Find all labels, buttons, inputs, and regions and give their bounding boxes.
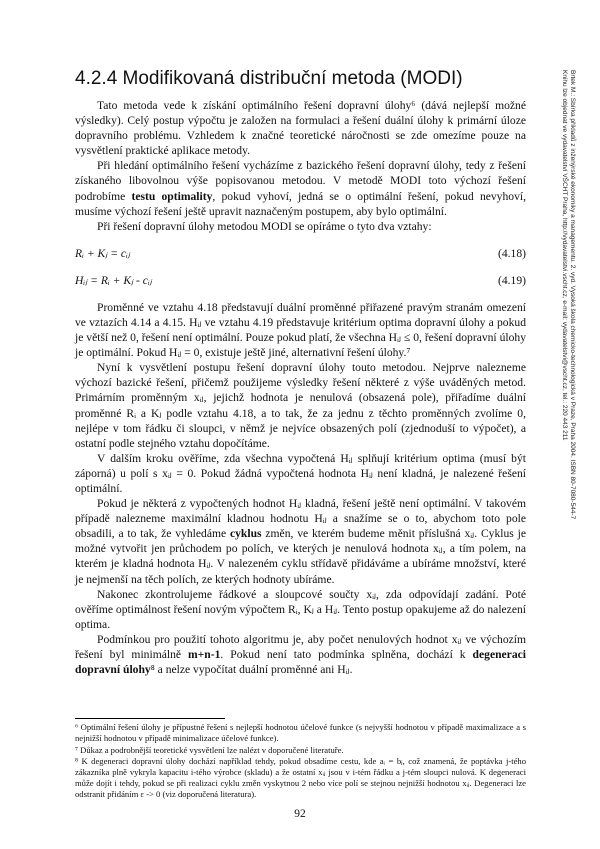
equation-number: (4.19) [497,273,526,287]
paragraph-procedure: Nyní k vysvětlení postupu řešení dopravní úlohy touto metodou. Nejprve nalezneme výchozí bazické řešení, přičemž použijeme výsledky řešení některé z výše uváděných metod. Primárním proměnným xᵢⱼ, jejichž hodnota je nenulová (obsazená pole), přiřadíme duální proměnné Rᵢ a Kⱼ podle vztahu 4.18, a to tak, že za jednu z těchto proměnných zvolíme 0, nejlépe v tom řádku či sloupci, v němž je nejvíce obsazených polí (zjednoduší to výpočet), a ostatní podle stejného vztahu dopočítáme. [75,361,526,450]
body-text [75,98,526,677]
side-citation-note [560,70,576,690]
footnote-6: ⁶ Optimální řešení úlohy je přípustné řešení s nejlepší hodnotou účelové funkce (s nejvyšší hodnotou v případě maximalizace a s nejnižší hodnotou v případě minimalizace účelové funkce). [75,722,526,743]
term-m-n-1: m+n-1 [188,648,221,661]
paragraph-condition: Podmínkou pro použití tohoto algoritmu je, aby počet nenulových hodnot xᵢⱼ ve výchozím řešení byl minimálně m+n-1. Pokud není tato podmínka splněna, dochází k degeneraci dopravní úlohy⁸ a nelze vypočítat duální proměnné ani Hᵢⱼ. [75,632,526,677]
term-degeneration: degeneraci dopravní úlohy [75,648,526,677]
page-number: 92 [294,808,306,820]
equation-4-18 [75,246,526,261]
footnotes [75,722,526,801]
footnote-7: ⁷ Důkaz a podrobnější teoretické vysvětlení lze nalézt v doporučené literatuře. [75,744,344,755]
section-heading: 4.2.4 Modifikovaná distribuční metoda (MODI) [75,68,463,89]
paragraph-intro: Tato metoda vede k získání optimálního řešení dopravní úlohy⁶ (dává nejlepší možné výsledky). Celý postup výpočtu je založen na formulaci a řešení duální úlohy k primární úloze dopravního problému. Vzhledem k značné teoretické náročnosti se zde omezíme pouze na vysvětlení praktické aplikace metody. [75,99,526,158]
term-optimality-test: testu optimality [131,189,213,203]
paragraph-relations: Při řešení dopravní úlohy metodou MODI se opíráme o tyto dva vztahy: [97,219,432,233]
paragraph-optimality-test: Při hledání optimálního řešení vycházíme z bazického řešení dopravní úlohy, tedy z řešení získaného libovolnou výše popisovanou metodou. V metodě MODI toto výchozí řešení podrobíme testu optimality, pokud vyhoví, jedná se o optimální řešení, pokud nevyhoví, musíme výchozí řešení ještě upravit naznačeným postupem, aby bylo optimální. [75,159,526,218]
paragraph-variables: Proměnné ve vztahu 4.18 představují duální proměnné přiřazené pravým stranám omezení ve vztazích 4.14 a 4.15. Hᵢⱼ ve vztahu 4.19 představuje kritérium optima dopravní úlohy a pokud je větší než 0, řešení není optimální. Pouze pokud platí, že všechna Hᵢⱼ ≤ 0, řešení dopravní úlohy je optimální. Pokud Hᵢⱼ = 0, existuje ještě jiné, alternativní řešení úlohy.⁷ [75,300,526,360]
paragraph-check-sums: Nakonec zkontrolujeme řádkové a sloupcové součty xᵢⱼ, zda odpovídají zadání. Poté ověříme optimálnost řešení novým výpočtem Rᵢ, Kⱼ a Hᵢⱼ. Tento postup opakujeme až do nalezení optima. [75,587,526,631]
equation-formula: Hᵢⱼ = Rᵢ + Kⱼ - cᵢⱼ [75,273,152,287]
paragraph-cycle: Pokud je některá z vypočtených hodnot Hᵢⱼ kladná, řešení ještě není optimální. V takovém případě nalezneme maximální kladnou hodnotu Hᵢⱼ a snažíme se o to, abychom toto pole obsadili, a to tak, že vyhledáme cyklus změn, ve kterém budeme měnit příslušná xᵢⱼ. Cyklus je možné vytvořit jen průchodem po polích, ve kterých je nenulová hodnota xᵢⱼ, a tím polem, na kterém je kladná hodnota Hᵢⱼ. V nalezeném cyklu střídavě přidáváme a ubíráme množství, které je nejmenší na těch polích, ze kterých hodnoty ubíráme. [75,497,526,586]
footnote-divider [75,718,225,719]
term-cycle: cyklus [229,527,262,541]
order-info-line: Knihu lze objednat ve vydavatelství VŠCHT Praha, http://vydavatelstvi.vscht.cz, e-mail: vydavatelstvi@vscht.cz, tel.: 220 443 211 [561,70,568,441]
equation-4-19 [75,273,526,288]
equation-formula: Rᵢ + Kⱼ = cᵢⱼ [75,246,130,260]
equation-number: (4.18) [497,246,526,260]
citation-line: Brtek M.: Sbírka příkladů z inženýrské ekonomiky a managementu. 2. vyd. Vysoká škola chemicko-technologická v Praze, Praha 2004. ISBN 80-7080-544-7 [569,70,576,520]
footnote-8: ⁸ K degeneraci dopravní úlohy dochází například tehdy, pokud obsadíme cestu, kde aᵢ = bⱼ, což znamená, že poptávka j-tého zákazníka plně vykryla kapacitu i-tého výrobce (skladu) a že ostatní xᵢⱼ jsou v i-tém řádku a j-tém sloupci nulová. K degeneraci může dojít i tehdy, pokud se při realizaci cyklu změn vyskytnou 2 nebo více polí se stejnou nejnižší hodnotou xᵢⱼ. Degeneraci lze odstranit přidáním ε -> 0 (viz doporučená literatura). [75,756,526,799]
paragraph-criterion-check: V dalším kroku ověříme, zda všechna vypočtená Hᵢⱼ splňují kritérium optima (musí být záporná) u polí s xᵢⱼ = 0. Pokud žádná vypočtená hodnota Hᵢⱼ není kladná, je nalezené řešení optimální. [75,451,526,495]
